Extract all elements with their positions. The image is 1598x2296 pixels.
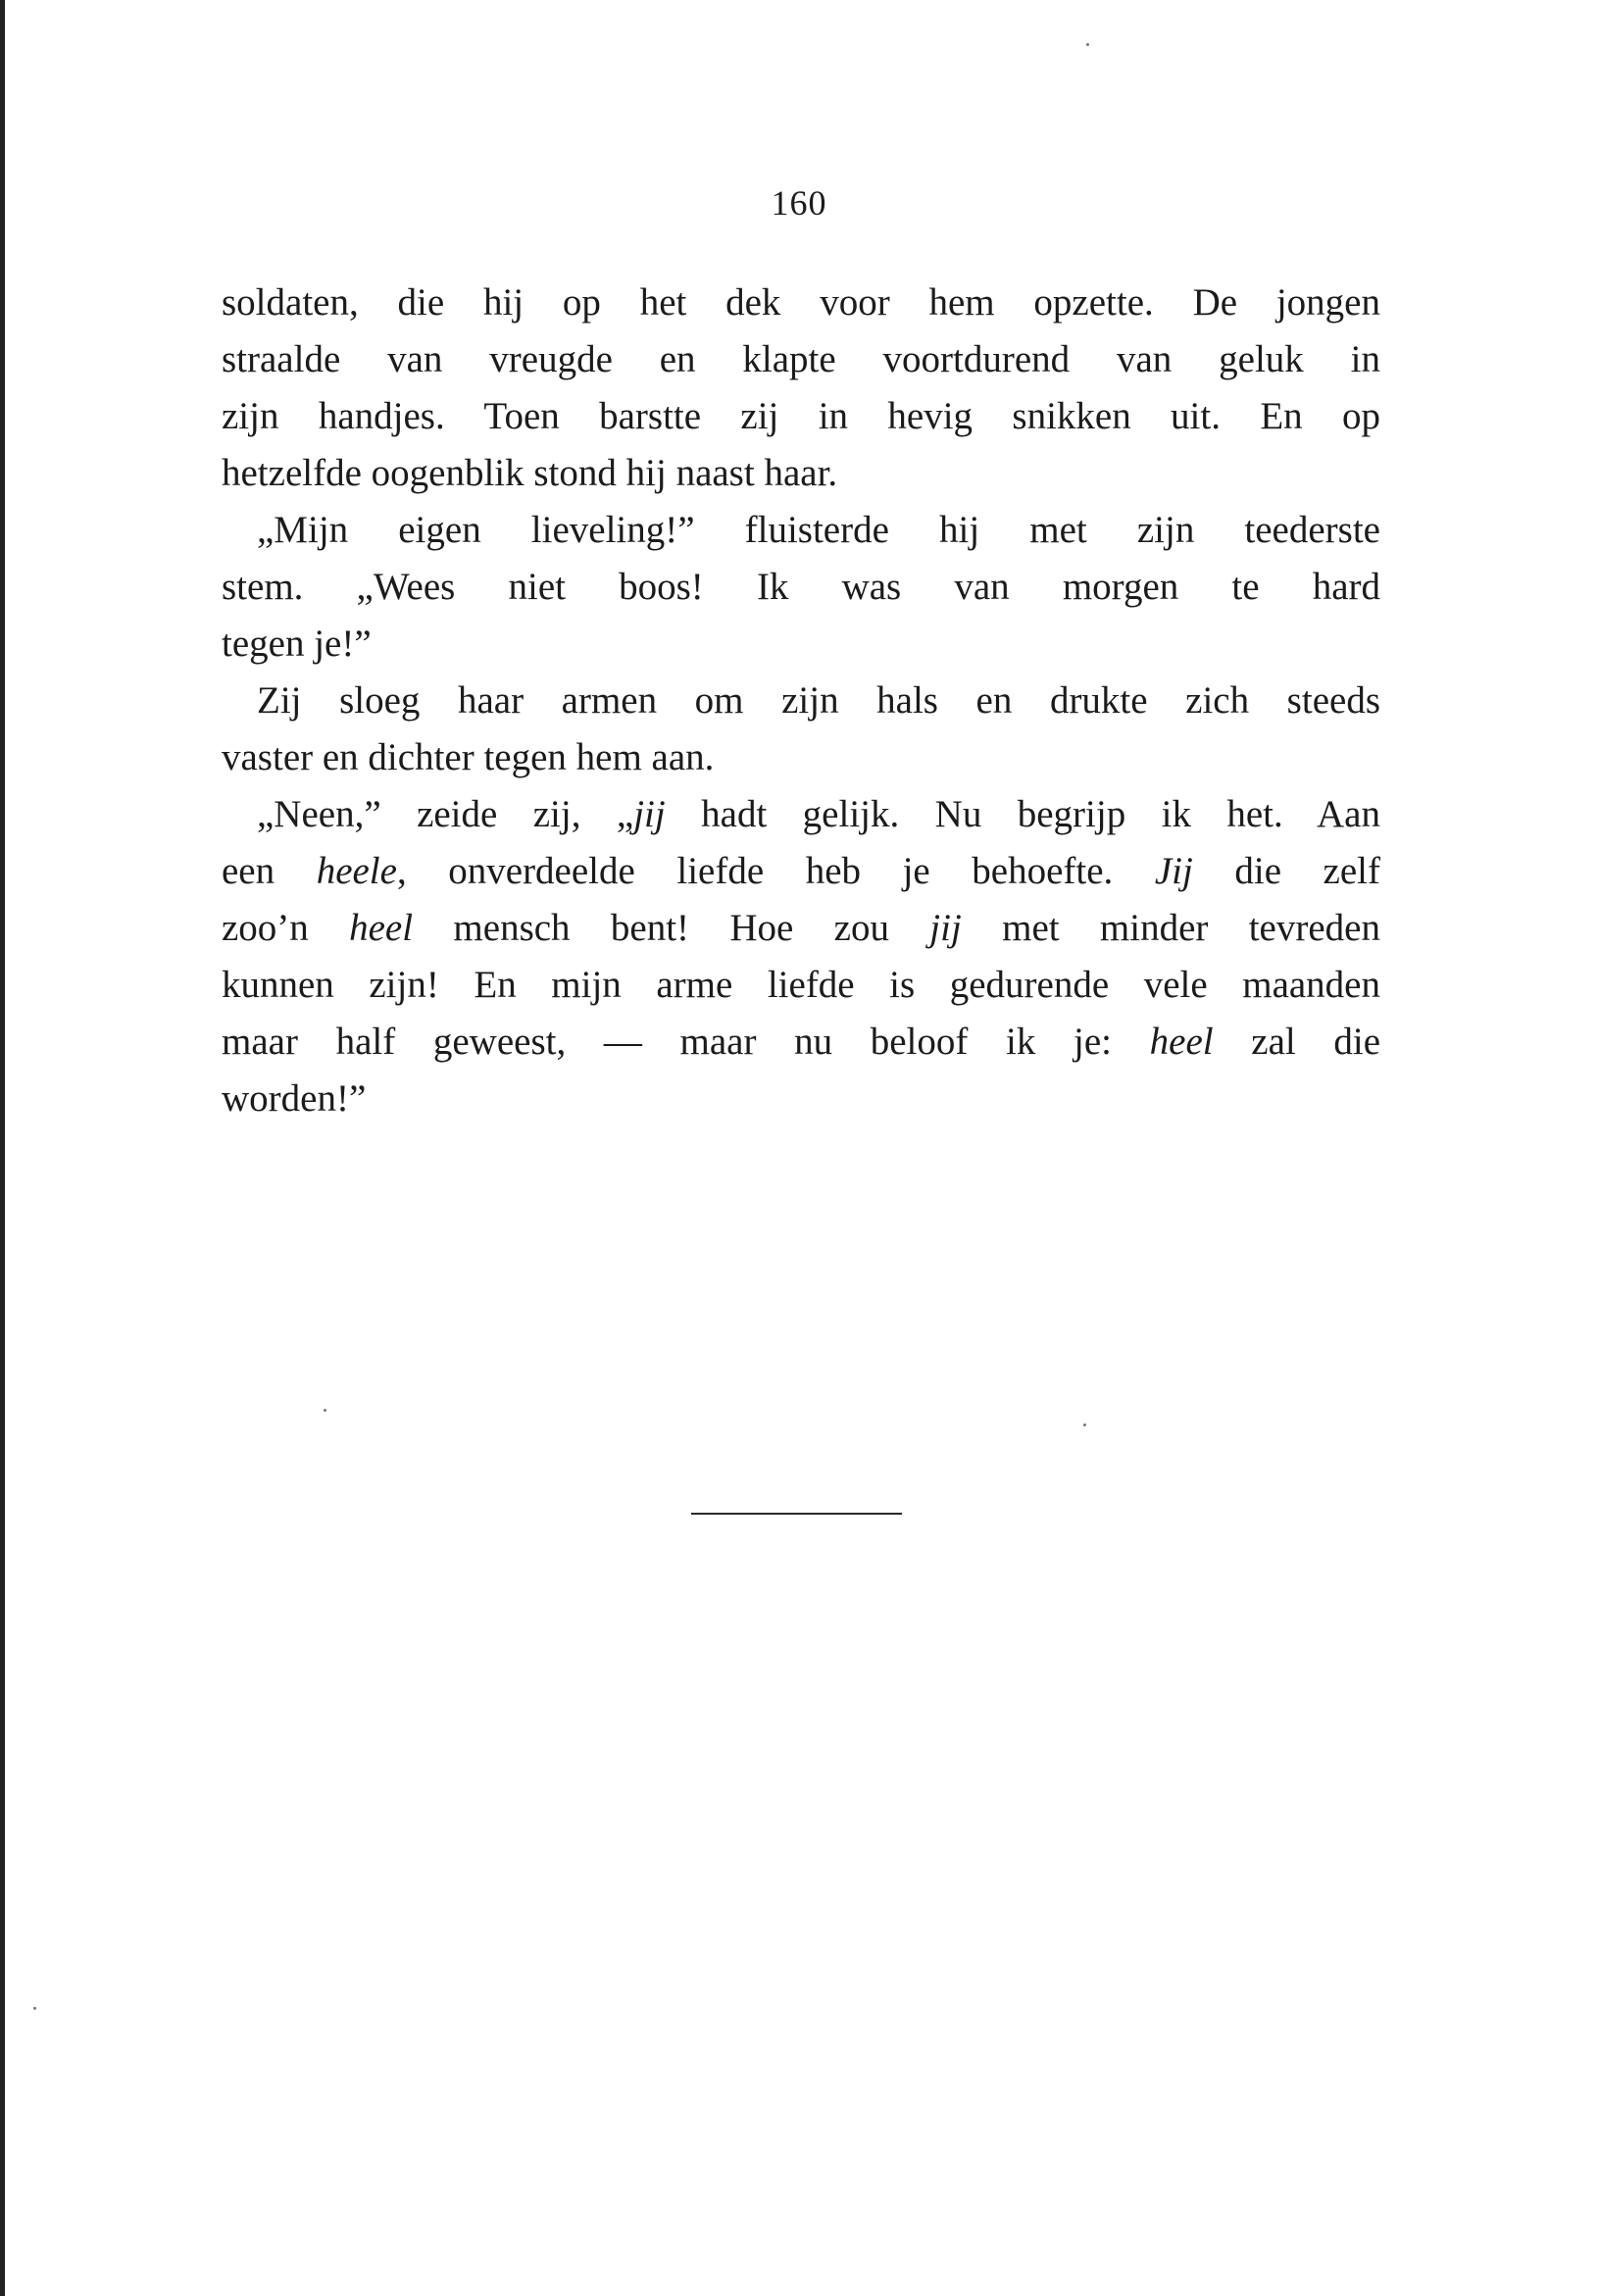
scan-speck [1086, 43, 1089, 46]
text-line: kunnen zijn! En mijn arme liefde is gedurende vele maanden [222, 964, 1380, 1006]
text-line: vaster en dichter tegen hem aan. [222, 736, 715, 778]
scan-speck [324, 1409, 326, 1412]
text-line: zijn handjes. Toen barstte zij in hevig snikken uit. En op [222, 395, 1380, 437]
body-text [222, 275, 1380, 1127]
text-line: soldaten, die hij op het dek voor hem opzette. De jongen [222, 281, 1380, 324]
text-line: tegen je!” [222, 623, 372, 665]
chapter-end-rule [691, 1513, 902, 1515]
page-left-edge [0, 0, 5, 2296]
text-line: worden!” [222, 1077, 367, 1120]
text-line: stem. „Wees niet boos! Ik was van morgen te hard [222, 566, 1380, 608]
text-line: Zij sloeg haar armen om zijn hals en drukte zich steeds [257, 679, 1380, 722]
text-line: maar half geweest, — maar nu beloof ik je: heel zal die [222, 1021, 1380, 1063]
text-line: een heele, onverdeelde liefde heb je behoefte. Jij die zelf [222, 850, 1380, 892]
text-line: zoo’n heel mensch bent! Hoe zou jij met minder tevreden [222, 907, 1380, 949]
text-line: „Neen,” zeide zij, „jij hadt gelijk. Nu begrijp ik het. Aan [257, 793, 1380, 835]
scan-speck [33, 2007, 36, 2010]
scan-speck [1083, 1423, 1086, 1426]
text-line: straalde van vreugde en klapte voortdurend van geluk in [222, 338, 1380, 380]
text-line: „Mijn eigen lieveling!” fluisterde hij met zijn teederste [257, 509, 1380, 551]
text-line: hetzelfde oogenblik stond hij naast haar. [222, 452, 838, 494]
page-number: 160 [771, 183, 827, 223]
